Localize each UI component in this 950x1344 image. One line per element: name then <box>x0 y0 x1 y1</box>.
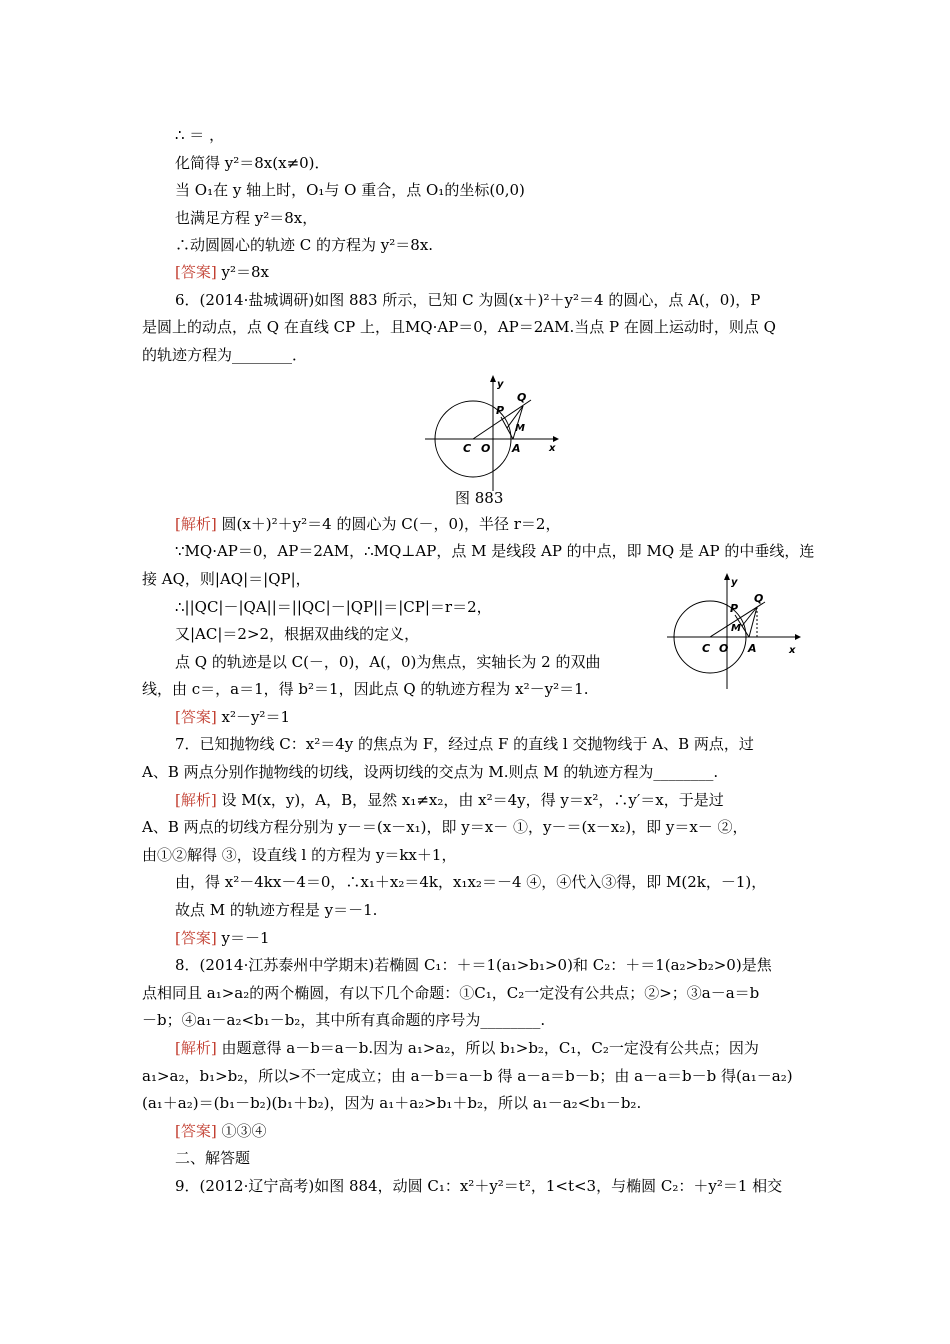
line-text: ∴ ＝ ， <box>175 126 225 144</box>
label-o: O <box>719 642 729 655</box>
text-line-l15 <box>175 652 601 672</box>
line-text: 线，由 c＝，a＝1，得 b²＝1，因此点 Q 的轨迹方程为 x²－y²＝1. <box>142 680 589 698</box>
label-a: A <box>748 642 757 655</box>
label-x: x <box>549 443 556 454</box>
text-line-l12 <box>142 569 311 589</box>
text-line-l11 <box>175 541 814 561</box>
line-text: (a₁＋a₂)＝(b₁－b₂)(b₁＋b₂)，因为 a₁＋a₂>b₁＋b₂，所以 a₁－a₂<b₁－b₂. <box>142 1094 642 1112</box>
text-line-l29 <box>175 1038 759 1058</box>
line-text: 9．(2012·辽宁高考)如图 884，动圆 C₁：x²＋y²＝t²，1<t<3，与椭圆 C₂：＋y²＝1 相交 <box>175 1177 783 1195</box>
line-text: 点 Q 的轨迹是以 C(－，0)，A(，0)为焦点，实轴长为 2 的双曲 <box>175 653 601 671</box>
y-axis-arrow <box>724 573 730 580</box>
label-x: x <box>789 645 796 656</box>
text-line-l22 <box>142 845 456 865</box>
text-line-l08 <box>142 317 776 337</box>
line-text: 设 M(x，y)，A，B，显然 x₁≠x₂，由 x²＝4y，得 y＝x²，∴y′＝x，于是过 <box>216 791 724 809</box>
label-q: Q <box>517 391 527 404</box>
figure-caption: 图 883 <box>455 489 504 507</box>
section-label: [答案] <box>175 708 217 726</box>
section-label: [解析] <box>175 1039 217 1057</box>
text-line-l25 <box>175 928 270 948</box>
label-o: O <box>481 442 491 455</box>
label-a: A <box>512 442 521 455</box>
label-y: y <box>731 577 738 588</box>
section-label: [解析] <box>175 515 217 533</box>
line-text: 6．(2014·盐城调研)如图 883 所示，已知 C 为圆(x＋)²＋y²＝4 的圆心，点 A(，0)，P <box>175 291 761 309</box>
text-line-l07 <box>175 290 760 310</box>
section-label: [答案] <box>175 1122 217 1140</box>
line-text: 由，得 x²－4kx－4＝0，∴x₁＋x₂＝4k，x₁x₂＝－4 ④，④代入③得，即 M(2k，－1)， <box>175 873 767 891</box>
figure-883 <box>423 373 563 493</box>
line-text: A、B 两点分别作抛物线的切线，设两切线的交点为 M.则点 M 的轨迹方程为________. <box>142 763 719 781</box>
text-line-l04 <box>175 208 317 228</box>
line-text: 8．(2014·江苏泰州中学期末)若椭圆 C₁：＋＝1(a₁>b₁>0)和 C₂：＋＝1(a₂>b₂>0)是焦 <box>175 956 772 974</box>
text-line-l18 <box>175 734 754 754</box>
line-text: A、B 两点的切线方程分别为 y－＝(x－x₁)，即 y＝x－ ①，y－＝(x－x₂)，即 y＝x－ ②， <box>142 818 748 836</box>
text-line-l28 <box>142 1010 545 1030</box>
line-text: 7．已知抛物线 C：x²＝4y 的焦点为 F，经过点 F 的直线 l 交抛物线于 A、B 两点，过 <box>175 735 754 753</box>
text-line-l32 <box>175 1121 267 1141</box>
line-text: 故点 M 的轨迹方程是 y＝－1. <box>175 901 378 919</box>
line-text: 接 AQ，则|AQ|＝|QP|， <box>142 570 311 588</box>
section-label: [解析] <box>175 791 217 809</box>
text-line-l01 <box>175 125 224 145</box>
line-text: 点相同且 a₁>a₂的两个椭圆，有以下几个命题：①C₁，C₂一定没有公共点；②>；③a－a＝b <box>142 984 760 1002</box>
text-line-l14 <box>175 624 419 644</box>
text-line-l23 <box>175 872 766 892</box>
line-text: a₁>a₂，b₁>b₂，所以>不一定成立；由 a－b＝a－b 得 a－a＝b－b；由 a－a＝b－b 得(a₁－a₂) <box>142 1067 793 1085</box>
solution-figure <box>665 571 805 691</box>
text-line-l24 <box>175 900 377 920</box>
line-text: ∴||QC|－|QA||＝||QC|－|QP||＝|CP|＝r＝2， <box>175 598 492 616</box>
line-text: 当 O₁在 y 轴上时，O₁与 O 重合，点 O₁的坐标(0,0) <box>175 181 525 199</box>
line-text: y＝－1 <box>216 929 270 947</box>
line-text: 的轨迹方程为________． <box>142 346 308 364</box>
text-line-l33 <box>175 1148 250 1168</box>
text-line-l16 <box>142 679 588 699</box>
label-m: M <box>515 423 525 434</box>
text-line-l34 <box>175 1176 782 1196</box>
label-q: Q <box>754 592 764 605</box>
label-y: y <box>497 379 504 390</box>
line-text: y²＝8x <box>216 263 269 281</box>
line-text: ∴动圆圆心的轨迹 C 的方程为 y²＝8x. <box>175 236 434 254</box>
text-line-l09 <box>142 345 307 365</box>
line-text: 由题意得 a－b＝a－b.因为 a₁>a₂，所以 b₁>b₂，C₁，C₂一定没有公共点；因为 <box>216 1039 759 1057</box>
section-label: [答案] <box>175 929 217 947</box>
label-p: P <box>730 602 739 615</box>
label-c: C <box>463 442 472 455</box>
x-axis-arrow <box>795 634 801 640</box>
text-line-l03 <box>175 180 525 200</box>
label-c: C <box>702 642 711 655</box>
text-line-l06 <box>175 262 269 282</box>
x-axis-arrow <box>553 436 559 442</box>
text-line-l19 <box>142 762 718 782</box>
line-text: 由①②解得 ③，设直线 l 的方程为 y＝kx＋1， <box>142 846 457 864</box>
section-label: [答案] <box>175 263 217 281</box>
text-line-l13 <box>175 597 492 617</box>
text-line-l10 <box>175 514 560 534</box>
line-text: 又|AC|＝2>2，根据双曲线的定义， <box>175 625 420 643</box>
label-m: M <box>731 623 741 634</box>
text-line-l31 <box>142 1093 641 1113</box>
text-line-l17 <box>175 707 290 727</box>
line-text: ∵MQ·AP＝0，AP＝2AM，∴MQ⊥AP，点 M 是线段 AP 的中点，即 MQ 是 AP 的中垂线，连 <box>175 542 815 560</box>
text-line-l05 <box>175 235 433 255</box>
line-text: 化简得 y²＝8x(x≠0)． <box>175 154 330 172</box>
line-text: ①③④ <box>216 1122 267 1140</box>
label-p: P <box>496 404 505 417</box>
text-line-l26 <box>175 955 772 975</box>
line-text: 圆(x＋)²＋y²＝4 的圆心为 C(－，0)，半径 r＝2， <box>216 515 561 533</box>
line-text: x²－y²＝1 <box>216 708 290 726</box>
text-line-l02 <box>175 153 330 173</box>
text-line-l27 <box>142 983 759 1003</box>
line-text: 二、解答题 <box>175 1149 251 1167</box>
line-text: －b；④a₁－a₂<b₁－b₂，其中所有真命题的序号为________. <box>142 1011 546 1029</box>
text-line-l20 <box>175 790 724 810</box>
line-text: 也满足方程 y²＝8x， <box>175 209 318 227</box>
y-axis-arrow <box>490 375 496 382</box>
text-line-l30 <box>142 1066 793 1086</box>
text-line-l21 <box>142 817 748 837</box>
line-text: 是圆上的动点，点 Q 在直线 CP 上，且MQ·AP＝0，AP＝2AM.当点 P 在圆上运动时，则点 Q <box>142 318 776 336</box>
